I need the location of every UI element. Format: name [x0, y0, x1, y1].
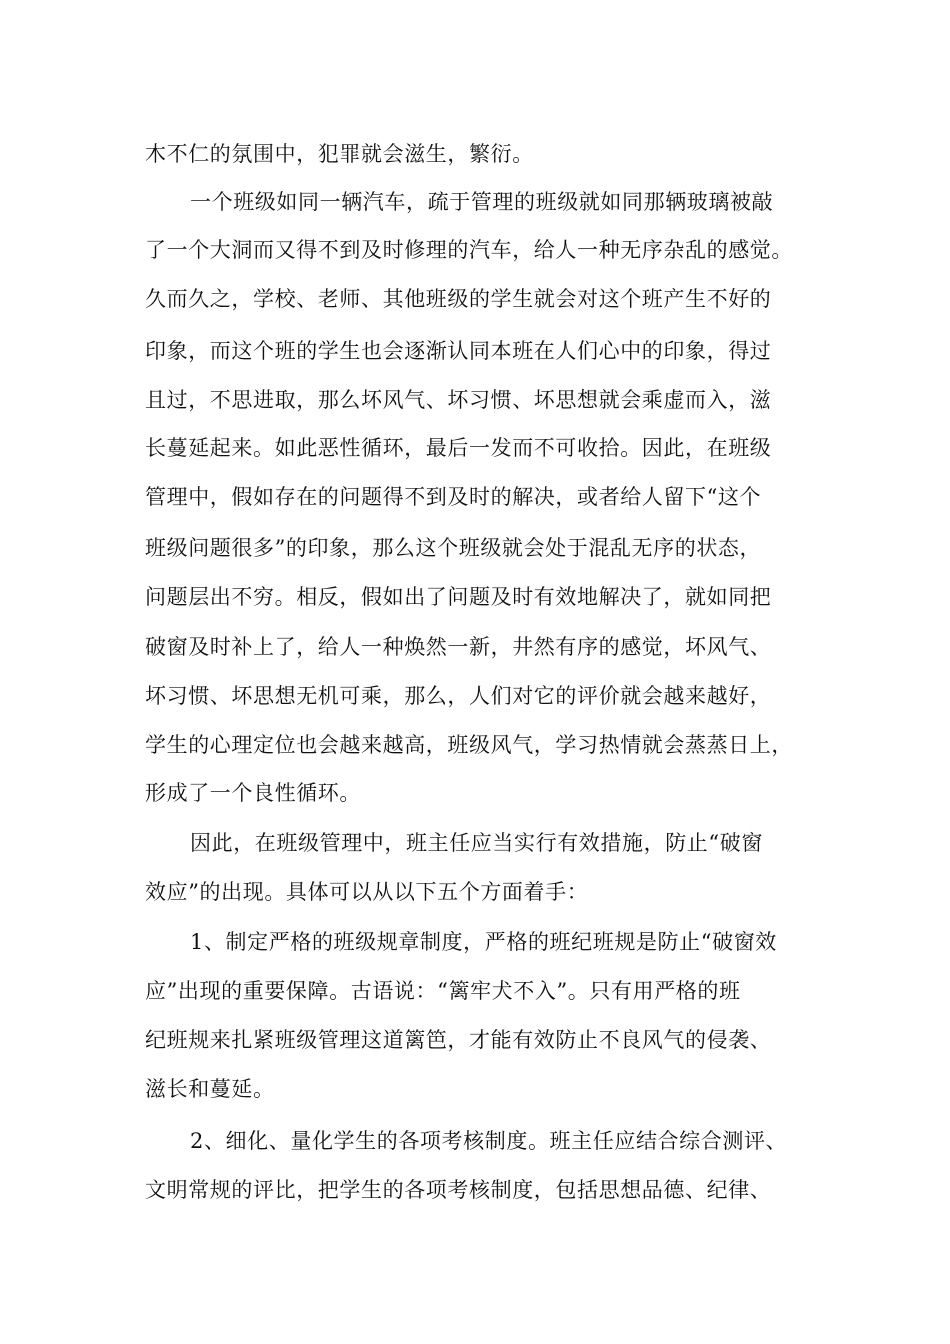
text-line: 且过，不思进取，那么坏风气、坏习惯、坏思想就会乘虚而入，滋 — [145, 388, 772, 412]
paragraph-start-line: 因此，在班级管理中，班主任应当实行有效措施，防止“破窗 — [190, 831, 763, 855]
text-line: 纪班规来扎紧班级管理这道篱笆，才能有效防止不良风气的侵袭、 — [145, 1028, 772, 1052]
list-item-1-start-line: 1、制定严格的班级规章制度，严格的班纪班规是防止“破窗效 — [190, 930, 777, 954]
text-line: 滋长和蔓延。 — [145, 1077, 275, 1101]
text-line: 管理中，假如存在的问题得不到及时的解决，或者给人留下“这个 — [145, 485, 762, 509]
text-line: 问题层出不穷。相反，假如出了问题及时有效地解决了，就如同把 — [145, 585, 772, 609]
paragraph-start-line: 一个班级如同一辆汽车，疏于管理的班级就如同那辆玻璃被敲 — [190, 190, 774, 214]
text-line: 久而久之，学校、老师、其他班级的学生就会对这个班产生不好的 — [145, 287, 772, 311]
text-line: 印象，而这个班的学生也会逐渐认同本班在人们心中的印象，得过 — [145, 339, 772, 363]
text-line: 班级问题很多”的印象，那么这个班级就会处于混乱无序的状态， — [145, 536, 762, 560]
text-line: 破窗及时补上了，给人一种焕然一新，井然有序的感觉，坏风气、 — [145, 635, 772, 659]
text-line: 木不仁的氛围中，犯罪就会滋生，繁衍。 — [145, 142, 534, 166]
text-line: 长蔓延起来。如此恶性循环，最后一发而不可收拾。因此，在班级 — [145, 436, 772, 460]
text-line: 效应”的出现。具体可以从以下五个方面着手： — [145, 880, 589, 904]
list-item-2-start-line: 2、细化、量化学生的各项考核制度。班主任应结合综合测评、 — [190, 1129, 788, 1153]
text-line: 文明常规的评比，把学生的各项考核制度，包括思想品德、纪律、 — [145, 1178, 772, 1202]
text-line: 形成了一个良性循环。 — [145, 781, 361, 805]
text-line: 了一个大洞而又得不到及时修理的汽车，给人一种无序杂乱的感觉。 — [145, 238, 793, 262]
text-line: 应”出现的重要保障。古语说：“篱牢犬不入”。只有用严格的班 — [145, 979, 741, 1003]
text-line: 坏习惯、坏思想无机可乘，那么，人们对它的评价就会越来越好， — [145, 684, 772, 708]
text-line: 学生的心理定位也会越来越高，班级风气，学习热情就会蒸蒸日上， — [145, 733, 793, 757]
